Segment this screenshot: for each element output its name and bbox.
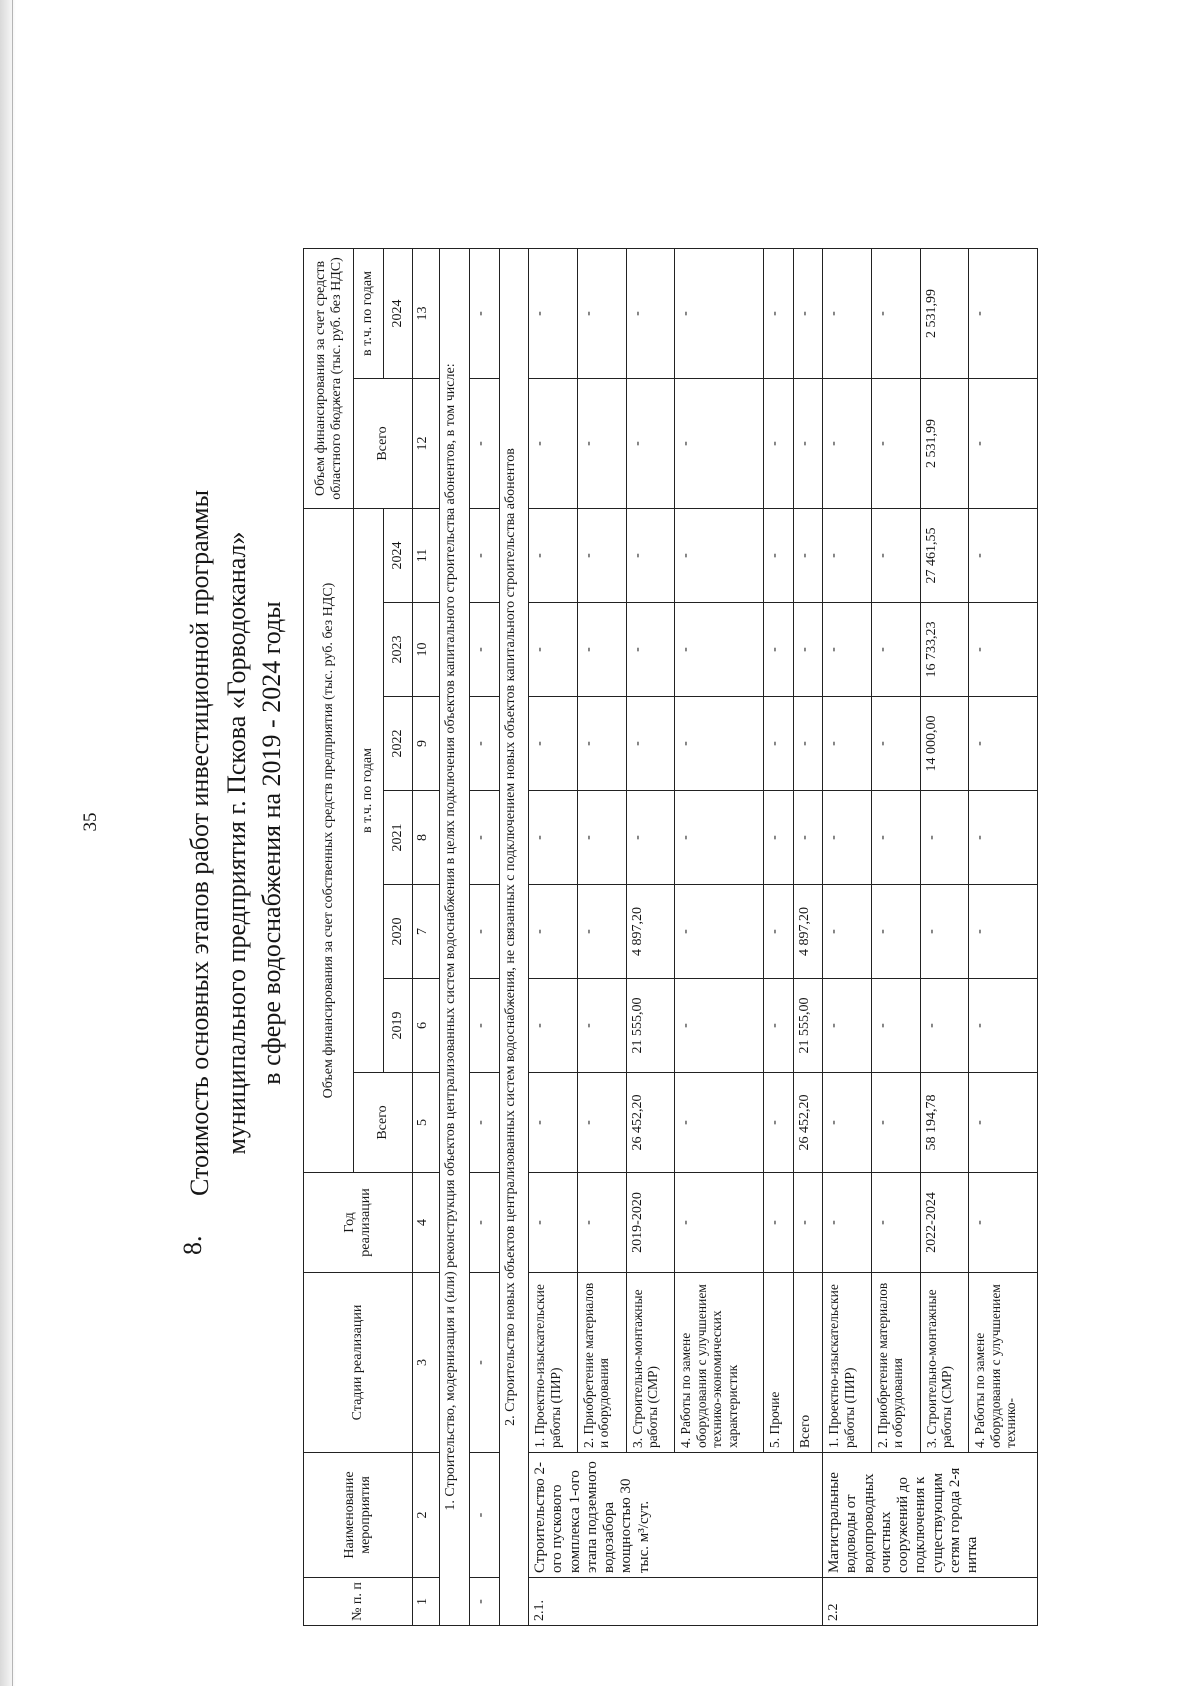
value-cell: 21 555,00 xyxy=(626,979,675,1073)
value-cell: - xyxy=(577,979,626,1073)
stage-cell: 3. Строительно-монтажные работы (СМР) xyxy=(920,1273,969,1453)
value-cell: 26 452,20 xyxy=(793,1073,823,1173)
column-number: 13 xyxy=(413,248,440,378)
column-number-row xyxy=(413,248,440,1625)
header-own-total: Всего xyxy=(354,1073,413,1173)
value-cell: - xyxy=(675,791,764,885)
header-year-2021: 2021 xyxy=(383,791,413,885)
title-line-2: муниципального предприятия г. Пскова «Горводоканал» xyxy=(222,531,251,1155)
value-cell: 58 194,78 xyxy=(920,1073,969,1173)
table-row xyxy=(920,248,969,1625)
title-line-3: в сфере водоснабжения на 2019 - 2024 годы xyxy=(257,601,286,1085)
value-cell: - xyxy=(793,697,823,791)
dash-cell: - xyxy=(470,1578,500,1626)
value-cell: - xyxy=(529,248,578,378)
item-2-2 xyxy=(823,248,1038,1625)
value-cell: 2 531,99 xyxy=(920,378,969,508)
value-cell: - xyxy=(675,885,764,979)
value-cell: - xyxy=(577,885,626,979)
value-cell: - xyxy=(823,508,872,602)
item-2-1 xyxy=(529,248,823,1625)
value-cell: - xyxy=(823,979,872,1073)
dash-cell: - xyxy=(470,508,500,602)
year-cell: 2019-2020 xyxy=(626,1173,675,1273)
value-cell: - xyxy=(529,885,578,979)
value-cell: - xyxy=(793,603,823,697)
header-year-2023: 2023 xyxy=(383,603,413,697)
stage-cell: 4. Работы по замене оборудования с улучшением технико-экономических характеристик xyxy=(675,1273,764,1453)
header-own-funds: Объем финансирования за счет собственных средств предприятия (тыс. руб. без НДС) xyxy=(304,508,354,1172)
value-cell: 27 461,55 xyxy=(920,508,969,602)
value-cell: - xyxy=(577,248,626,378)
header-regional-year-2024: 2024 xyxy=(383,248,413,378)
stage-cell: 1. Проектно-изыскательские работы (ПИР) xyxy=(529,1273,578,1453)
value-cell: - xyxy=(577,508,626,602)
table-row xyxy=(793,248,823,1625)
value-cell: - xyxy=(529,508,578,602)
title-line-1: Стоимость основных этапов работ инвестиционной программы xyxy=(185,489,214,1197)
value-cell: - xyxy=(871,248,920,378)
column-number: 8 xyxy=(413,791,440,885)
table-row xyxy=(675,248,764,1625)
value-cell: - xyxy=(763,1073,793,1173)
value-cell: - xyxy=(969,979,1038,1073)
value-cell: - xyxy=(763,248,793,378)
year-cell: - xyxy=(577,1173,626,1273)
header-year-2024: 2024 xyxy=(383,508,413,602)
value-cell: - xyxy=(969,248,1038,378)
value-cell: - xyxy=(823,603,872,697)
stage-cell: Всего xyxy=(793,1273,823,1453)
header-num: № п. п xyxy=(304,1578,413,1626)
dash-cell: - xyxy=(470,791,500,885)
value-cell: - xyxy=(871,697,920,791)
value-cell: - xyxy=(675,979,764,1073)
header-stages: Стадии реализации xyxy=(304,1273,413,1453)
column-number: 4 xyxy=(413,1173,440,1273)
dash-cell: - xyxy=(470,603,500,697)
value-cell: - xyxy=(675,603,764,697)
column-number: 7 xyxy=(413,885,440,979)
title-number: 8. xyxy=(178,1235,207,1255)
scan-edge xyxy=(0,0,16,1686)
table-row xyxy=(763,248,793,1625)
section-1-row xyxy=(440,248,470,1625)
year-cell: - xyxy=(763,1173,793,1273)
dash-cell: - xyxy=(470,979,500,1073)
stage-cell: 2. Приобретение материалов и оборудования xyxy=(871,1273,920,1453)
item-number: 2.1. xyxy=(529,1578,823,1626)
value-cell: - xyxy=(763,697,793,791)
value-cell: - xyxy=(823,697,872,791)
value-cell: 2 531,99 xyxy=(920,248,969,378)
value-cell: - xyxy=(793,508,823,602)
value-cell: - xyxy=(763,378,793,508)
value-cell: - xyxy=(969,1073,1038,1173)
dash-cell: - xyxy=(470,248,500,378)
value-cell: - xyxy=(871,378,920,508)
item-name: Магистральные водоводы от водопроводных очистных сооружений до подключения к существующим сетям города 2-я нитка xyxy=(823,1453,1038,1578)
value-cell: - xyxy=(529,603,578,697)
value-cell: - xyxy=(763,885,793,979)
header-year-2020: 2020 xyxy=(383,885,413,979)
dash-cell: - xyxy=(470,1273,500,1453)
column-number: 1 xyxy=(413,1578,440,1626)
value-cell: 14 000,00 xyxy=(920,697,969,791)
column-number: 6 xyxy=(413,979,440,1073)
value-cell: - xyxy=(763,603,793,697)
value-cell: - xyxy=(577,791,626,885)
header-regional-funds: Объем финансирования за счет средств областного бюджета (тыс. руб. без НДС) xyxy=(304,248,354,508)
value-cell: - xyxy=(969,603,1038,697)
header-own-by-years: в т.ч. по годам xyxy=(354,508,384,1072)
value-cell: 21 555,00 xyxy=(793,979,823,1073)
value-cell: - xyxy=(793,791,823,885)
table-row xyxy=(823,248,872,1625)
value-cell: - xyxy=(577,697,626,791)
value-cell: - xyxy=(763,508,793,602)
value-cell: 4 897,20 xyxy=(626,885,675,979)
year-cell: - xyxy=(675,1173,764,1273)
header-regional-total: Всего xyxy=(354,378,413,508)
value-cell: - xyxy=(577,603,626,697)
table-row xyxy=(871,248,920,1625)
value-cell: - xyxy=(823,248,872,378)
stage-cell: 2. Приобретение материалов и оборудования xyxy=(577,1273,626,1453)
section-2-row xyxy=(499,248,529,1625)
value-cell: - xyxy=(871,508,920,602)
value-cell: - xyxy=(871,1073,920,1173)
header-regional-by-years: в т.ч. по годам xyxy=(354,248,384,378)
table-row xyxy=(577,248,626,1625)
value-cell: - xyxy=(823,378,872,508)
value-cell: - xyxy=(675,508,764,602)
column-number: 10 xyxy=(413,603,440,697)
table-row xyxy=(626,248,675,1625)
value-cell: - xyxy=(969,508,1038,602)
header-year: Год реализации xyxy=(304,1173,413,1273)
value-cell: - xyxy=(626,378,675,508)
header-name: Наименование мероприятия xyxy=(304,1453,413,1578)
value-cell: - xyxy=(626,603,675,697)
header-year-2022: 2022 xyxy=(383,697,413,791)
column-number: 12 xyxy=(413,378,440,508)
table-row xyxy=(529,248,578,1625)
cost-table xyxy=(303,248,1038,1626)
page-number: 35 xyxy=(80,812,101,832)
value-cell: 16 733,23 xyxy=(920,603,969,697)
dash-cell: - xyxy=(470,1173,500,1273)
value-cell: - xyxy=(969,885,1038,979)
column-number: 9 xyxy=(413,697,440,791)
year-cell: - xyxy=(823,1173,872,1273)
stage-cell: 1. Проектно-изыскательские работы (ПИР) xyxy=(823,1273,872,1453)
value-cell: - xyxy=(577,1073,626,1173)
value-cell: - xyxy=(920,979,969,1073)
value-cell: - xyxy=(626,248,675,378)
year-cell: 2022-2024 xyxy=(920,1173,969,1273)
value-cell: 26 452,20 xyxy=(626,1073,675,1173)
column-number: 5 xyxy=(413,1073,440,1173)
value-cell: - xyxy=(763,979,793,1073)
value-cell: - xyxy=(793,378,823,508)
stage-cell: 3. Строительно-монтажные работы (СМР) xyxy=(626,1273,675,1453)
value-cell: 4 897,20 xyxy=(793,885,823,979)
section-2-title: 2. Строительство новых объектов централизованных систем водоснабжения, не связанных с подключением новых объектов капитального строительства абонентов xyxy=(499,248,529,1625)
value-cell: - xyxy=(871,885,920,979)
item-name: Строительство 2-ого пускового комплекса 1-ого этапа подземного водозабора мощностью 30 тыс. м³/сут. xyxy=(529,1453,823,1578)
header-year-2019: 2019 xyxy=(383,979,413,1073)
dash-cell: - xyxy=(470,885,500,979)
value-cell: - xyxy=(969,791,1038,885)
stage-cell: 5. Прочие xyxy=(763,1273,793,1453)
dash-cell: - xyxy=(470,1073,500,1173)
value-cell: - xyxy=(529,1073,578,1173)
dash-cell: - xyxy=(470,697,500,791)
section-1-title: 1. Строительство, модернизация и (или) реконструкция объектов централизованных систем водоснабжения в целях подключения объектов капитального строительства абонентов, в том числе: xyxy=(440,248,470,1625)
column-number: 2 xyxy=(413,1453,440,1578)
value-cell: - xyxy=(823,791,872,885)
item-number: 2.2 xyxy=(823,1578,1038,1626)
header-row-1 xyxy=(304,248,354,1625)
section-1-empty-row xyxy=(470,248,500,1625)
year-cell: - xyxy=(969,1173,1038,1273)
value-cell: - xyxy=(529,979,578,1073)
value-cell: - xyxy=(626,508,675,602)
table-row xyxy=(969,248,1038,1625)
value-cell: - xyxy=(626,697,675,791)
column-number: 3 xyxy=(413,1273,440,1453)
value-cell: - xyxy=(871,979,920,1073)
investment-table xyxy=(303,249,1038,1626)
dash-cell: - xyxy=(470,1453,500,1578)
value-cell: - xyxy=(675,1073,764,1173)
year-cell: - xyxy=(529,1173,578,1273)
value-cell: - xyxy=(529,791,578,885)
value-cell: - xyxy=(823,1073,872,1173)
scan-edge-line xyxy=(12,0,13,1686)
stage-cell: 4. Работы по замене оборудования с улучшением технико- xyxy=(969,1273,1038,1453)
column-number: 11 xyxy=(413,508,440,602)
year-cell: - xyxy=(793,1173,823,1273)
year-cell: - xyxy=(871,1173,920,1273)
value-cell: - xyxy=(626,791,675,885)
value-cell: - xyxy=(675,697,764,791)
value-cell: - xyxy=(823,885,872,979)
value-cell: - xyxy=(920,791,969,885)
value-cell: - xyxy=(871,791,920,885)
value-cell: - xyxy=(920,885,969,979)
value-cell: - xyxy=(675,378,764,508)
value-cell: - xyxy=(577,378,626,508)
value-cell: - xyxy=(969,697,1038,791)
value-cell: - xyxy=(793,248,823,378)
value-cell: - xyxy=(763,791,793,885)
dash-cell: - xyxy=(470,378,500,508)
value-cell: - xyxy=(871,603,920,697)
value-cell: - xyxy=(675,248,764,378)
value-cell: - xyxy=(969,378,1038,508)
value-cell: - xyxy=(529,697,578,791)
value-cell: - xyxy=(529,378,578,508)
